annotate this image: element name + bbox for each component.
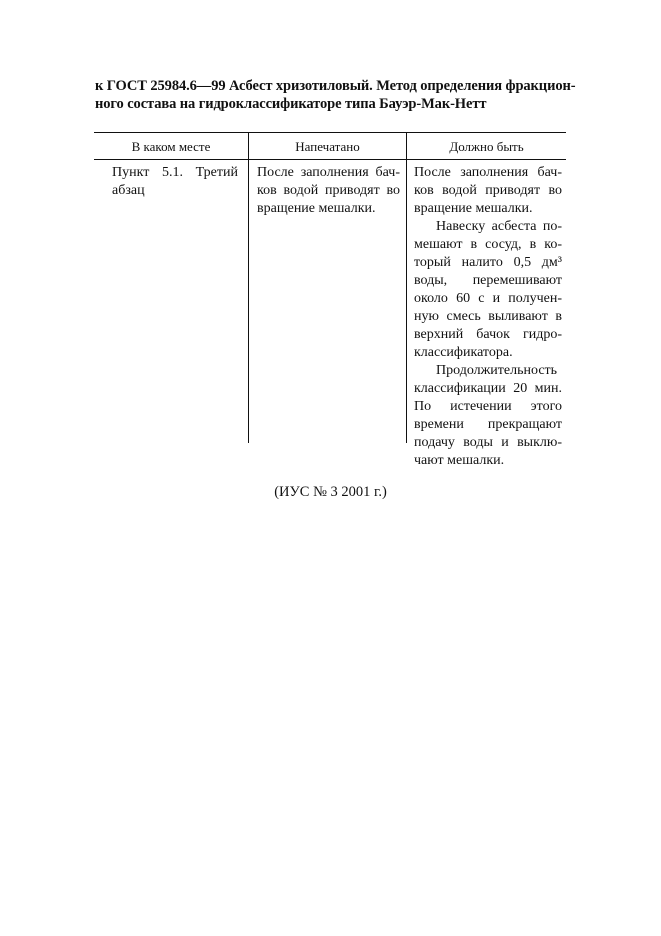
publication-reference: (ИУС № 3 2001 г.) xyxy=(274,484,387,500)
should-be-line: торый налито 0,5 дм³ xyxy=(414,255,562,270)
should-be-line: Продолжительность xyxy=(436,363,558,378)
should-be-line: подачу воды и выклю- xyxy=(414,435,562,450)
header-where: В каком месте xyxy=(131,139,211,154)
heading-line-1: к ГОСТ 25984.6—99 Асбест хризотиловый. Метод определения фракцион- xyxy=(95,78,576,94)
should-be-line: После заполнения бач- xyxy=(414,165,562,180)
should-be-line: классификатора. xyxy=(414,345,513,360)
should-be-line: вращение мешалки. xyxy=(414,201,533,216)
should-be-line: классификации 20 мин. xyxy=(414,381,562,396)
cell-should-be xyxy=(414,164,562,470)
cell-where-line: Пункт 5.1. Третий xyxy=(112,165,238,180)
cell-printed-line: вращение мешалки. xyxy=(257,201,376,216)
should-be-line: около 60 с и получен- xyxy=(414,291,562,306)
should-be-line: ков водой приводят во xyxy=(414,183,562,198)
should-be-line: верхний бачок гидро- xyxy=(414,327,562,342)
header-should-be: Должно быть xyxy=(449,139,524,154)
should-be-line: Навеску асбеста по- xyxy=(436,219,562,234)
cell-printed xyxy=(257,164,400,218)
column-divider-2 xyxy=(406,132,407,443)
column-divider-1 xyxy=(248,132,249,443)
table-header-rule xyxy=(94,159,566,160)
cell-where xyxy=(112,164,238,200)
should-be-line: времени прекращают xyxy=(414,417,562,432)
cell-printed-line: После заполнения бач- xyxy=(257,165,400,180)
should-be-line: По истечении этого xyxy=(414,399,562,414)
cell-where-line: абзац xyxy=(112,183,145,198)
header-printed: Напечатано xyxy=(295,139,360,154)
should-be-line: воды, перемешивают xyxy=(414,273,562,288)
should-be-line: ную смесь выливают в xyxy=(414,309,562,324)
table-top-rule xyxy=(94,132,566,133)
should-be-line: мешают в сосуд, в ко- xyxy=(414,237,562,252)
amendment-heading xyxy=(95,77,576,113)
cell-printed-line: ков водой приводят во xyxy=(257,183,400,198)
heading-line-2: ного состава на гидроклассификаторе типа Бауэр-Мак-Нетт xyxy=(95,96,487,112)
should-be-line: чают мешалки. xyxy=(414,453,505,468)
